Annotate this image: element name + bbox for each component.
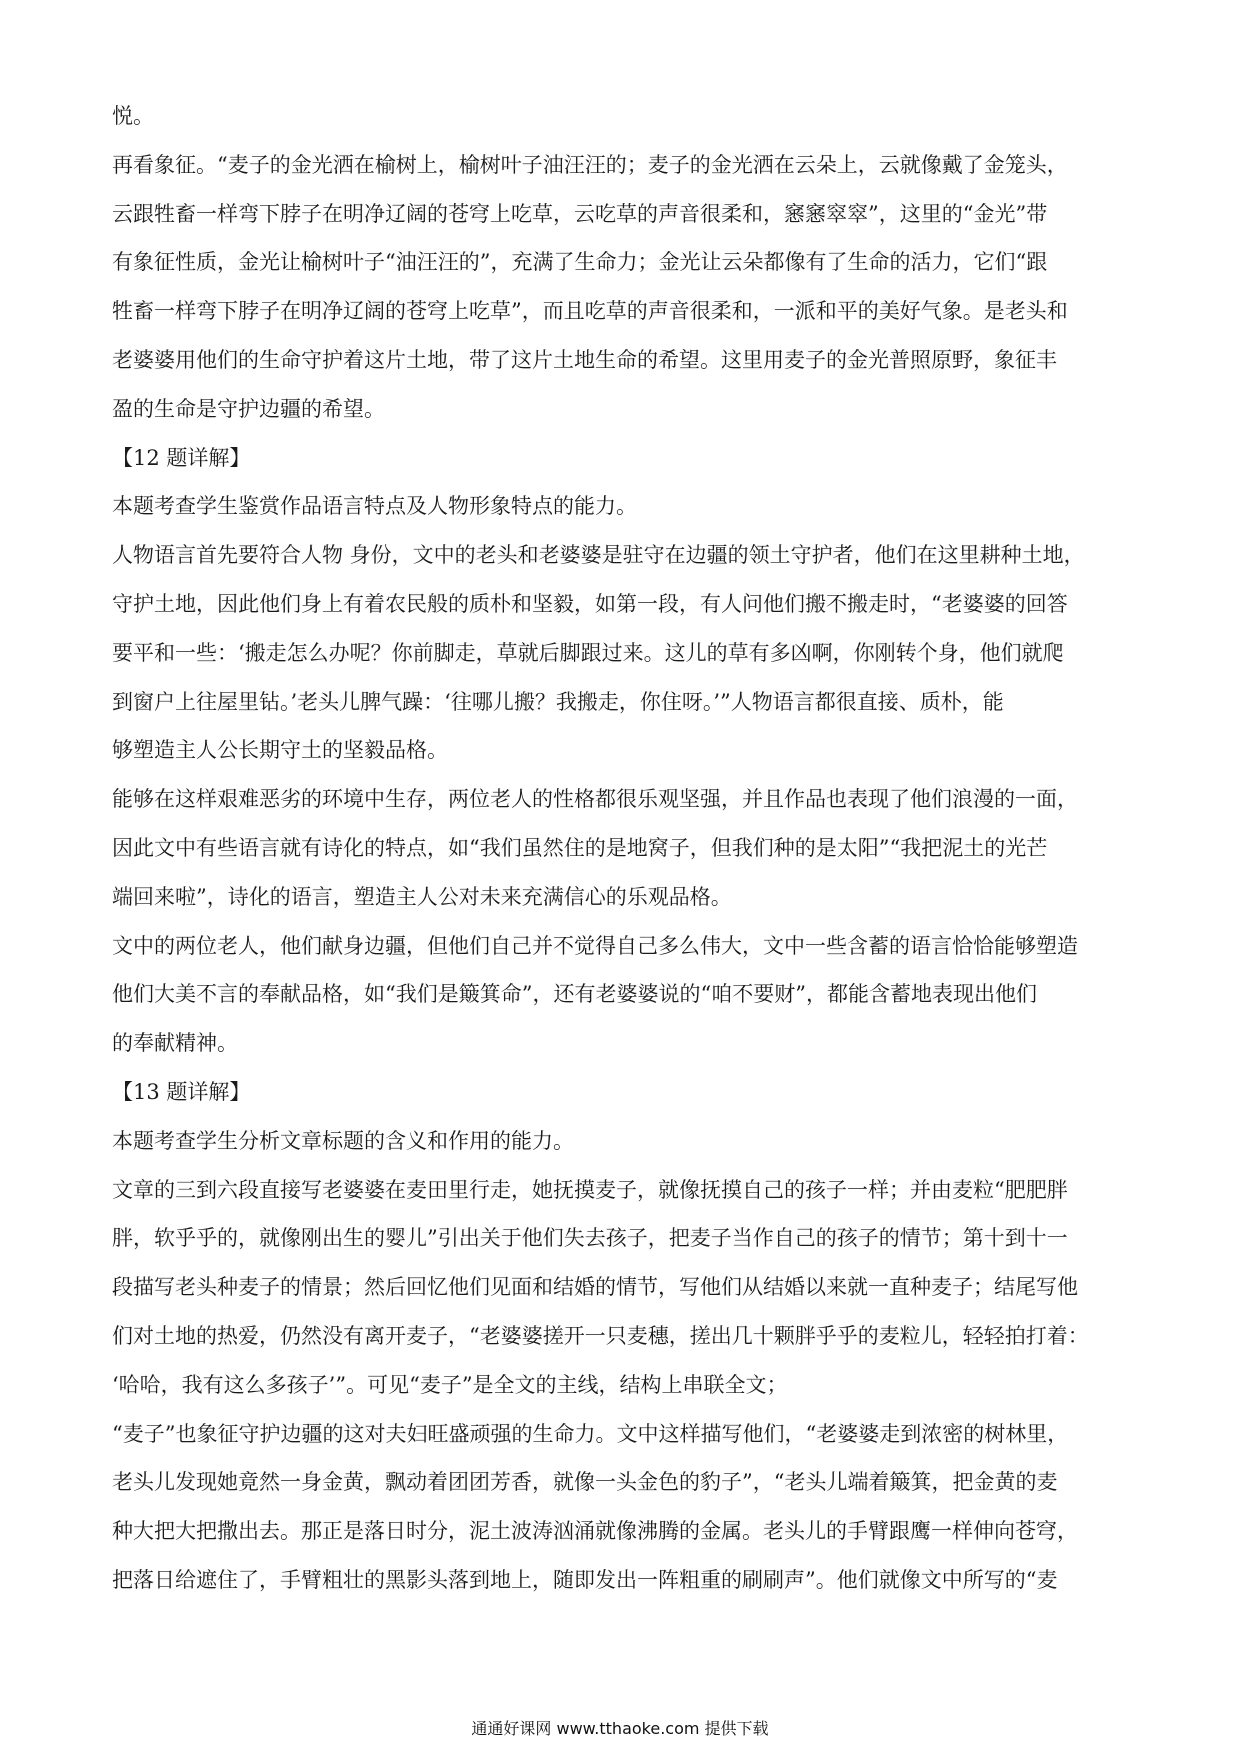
- text-line: 悦。: [112, 104, 154, 128]
- text-line: 云跟牲畜一样弯下脖子在明净辽阔的苍穹上吃草，云吃草的声音很柔和，窸窸窣窣”，这里的“金光”带: [112, 201, 1048, 226]
- text-line: 文中的两位老人，他们献身边疆，但他们自己并不觉得自己多么伟大，文中一些含蓄的语言恰恰能够塑造: [112, 933, 1078, 958]
- text-line: 胖，软乎乎的，就像刚出生的婴儿”引出关于他们失去孩子，把麦子当作自己的孩子的情节；第十到十一: [112, 1226, 1068, 1251]
- text-line: 守护土地，因此他们身上有着农民般的质朴和坚毅，如第一段，有人问他们搬不搬走时，“老婆婆的回答: [112, 591, 1068, 616]
- text-line: 人物语言首先要符合人物 身份，文中的老头和老婆婆是驻守在边疆的领土守护者，他们在这里耕种土地，: [112, 543, 1085, 568]
- text-line: 老头儿发现她竟然一身金黄，飘动着团团芳香，就像一头金色的豹子”，“老头儿端着簸箕，把金黄的麦: [112, 1470, 1058, 1495]
- text-line: 有象征性质，金光让榆树叶子“油汪汪的”，充满了生命力；金光让云朵都像有了生命的活力，它们“跟: [112, 250, 1048, 275]
- section-heading-12: 【12 题详解】: [112, 445, 251, 470]
- document-body: [112, 92, 1132, 1605]
- section-heading-13: 【13 题详解】: [112, 1079, 251, 1104]
- text-line: 因此文中有些语言就有诗化的特点，如“我们虽然住的是地窝子，但我们种的是太阳”“我把泥土的光芒: [112, 835, 1048, 860]
- text-line: 能够在这样艰难恶劣的环境中生存，两位老人的性格都很乐观坚强，并且作品也表现了他们浪漫的一面，: [112, 787, 1078, 812]
- text-line: 再看象征。“麦子的金光洒在榆树上，榆树叶子油汪汪的；麦子的金光洒在云朵上，云就像戴了金笼头，: [112, 152, 1068, 177]
- text-line: 们对土地的热爱，仍然没有离开麦子，“老婆婆搓开一只麦穗，搓出几十颗胖乎乎的麦粒儿，轻轻拍打着：: [112, 1323, 1089, 1348]
- text-line: 够塑造主人公长期守土的坚毅品格。: [112, 738, 448, 763]
- text-line: 段描写老头种麦子的情景；然后回忆他们见面和结婚的情节，写他们从结婚以来就一直种麦子；结尾写他: [112, 1275, 1078, 1300]
- page-footer: 通通好课网 www.tthaoke.com 提供下载: [471, 1719, 769, 1738]
- text-line: 他们大美不言的奉献品格，如“我们是簸箕命”，还有老婆婆说的“咱不要财”，都能含蓄地表现出他们: [112, 982, 1037, 1007]
- text-line: 本题考查学生分析文章标题的含义和作用的能力。: [112, 1128, 574, 1153]
- text-line: 本题考查学生鉴赏作品语言特点及人物形象特点的能力。: [112, 494, 637, 519]
- text-line: 盈的生命是守护边疆的希望。: [112, 396, 385, 421]
- text-line: 的奉献精神。: [112, 1031, 238, 1056]
- text-line: 端回来啦”，诗化的语言，塑造主人公对未来充满信心的乐观品格。: [112, 884, 732, 909]
- text-line: 文章的三到六段直接写老婆婆在麦田里行走，她抚摸麦子，就像抚摸自己的孩子一样；并由麦粒“肥肥胖: [112, 1177, 1068, 1202]
- text-line: 种大把大把撒出去。那正是落日时分，泥土波涛汹涌就像沸腾的金属。老头儿的手臂跟鹰一样伸向苍穹，: [112, 1519, 1078, 1544]
- text-line: ‘哈哈，我有这么多孩子’”。可见“麦子”是全文的主线，结构上串联全文；: [112, 1372, 788, 1397]
- text-line: 把落日给遮住了，手臂粗壮的黑影头落到地上，随即发出一阵粗重的刷刷声”。他们就像文中所写的“麦: [112, 1567, 1058, 1592]
- text-line: “麦子”也象征守护边疆的这对夫妇旺盛顽强的生命力。文中这样描写他们，“老婆婆走到浓密的树林里，: [112, 1421, 1069, 1446]
- text-line: 老婆婆用他们的生命守护着这片土地，带了这片土地生命的希望。这里用麦子的金光普照原野，象征丰: [112, 347, 1057, 372]
- text-line: 到窗户上往屋里钻。’老头儿脾气躁：‘往哪儿搬？我搬走，你住呀。’”人物语言都很直接、质朴，能: [112, 689, 1004, 714]
- text-line: 要平和一些：‘搬走怎么办呢？你前脚走，草就后脚跟过来。这儿的草有多凶啊，你刚转个身，他们就爬: [112, 640, 1064, 665]
- text-line: 牲畜一样弯下脖子在明净辽阔的苍穹上吃草”，而且吃草的声音很柔和，一派和平的美好气象。是老头和: [112, 299, 1068, 324]
